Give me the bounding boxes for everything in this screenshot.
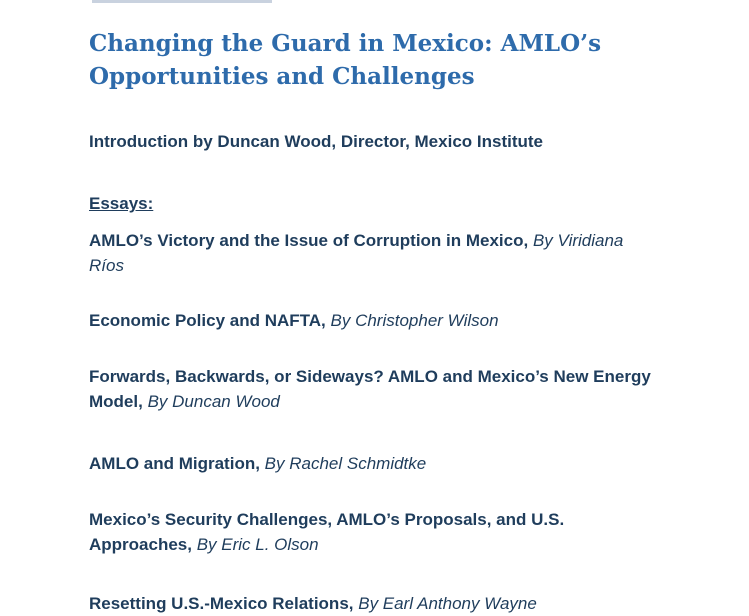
essay-3-title-cont: Model, <box>89 392 143 411</box>
essay-3-line-2 <box>89 389 280 414</box>
essay-6-author: By Earl Anthony Wayne <box>358 594 537 613</box>
essay-5-title: Mexico’s Security Challenges, AMLO’s Proposals, and U.S. <box>89 510 565 529</box>
essay-5-line-1 <box>89 507 564 532</box>
essay-6-line-1 <box>89 591 537 616</box>
essay-3-title: Forwards, Backwards, or Sideways? AMLO and Mexico’s New Energy <box>89 367 651 386</box>
introduction-line: Introduction by Duncan Wood, Director, Mexico Institute <box>89 132 543 151</box>
essay-5-title-cont: Approaches, <box>89 535 192 554</box>
essay-5-author: By Eric L. Olson <box>196 535 319 554</box>
title-line-1: Changing the Guard in Mexico: AMLO’s <box>89 30 602 57</box>
essay-1-author-cont: Ríos <box>89 256 124 275</box>
essay-4-title: AMLO and Migration, <box>89 454 260 473</box>
essay-3-line-1 <box>89 364 651 389</box>
essay-4-author: By Rachel Schmidtke <box>264 454 427 473</box>
top-rule <box>92 0 272 3</box>
essay-2-title: Economic Policy and NAFTA, <box>89 311 326 330</box>
essay-1-author: By Viridiana <box>532 231 624 250</box>
essays-heading: Essays: <box>89 194 154 213</box>
essay-2-line-1 <box>89 308 499 333</box>
title-line-2: Opportunities and Challenges <box>89 63 475 90</box>
essay-1-line-2 <box>89 253 124 278</box>
essay-6-title: Resetting U.S.-Mexico Relations, <box>89 594 354 613</box>
document-title <box>89 27 709 93</box>
essay-2-author: By Christopher Wilson <box>330 311 499 330</box>
essay-4-line-1 <box>89 451 426 476</box>
essay-5-line-2 <box>89 532 319 557</box>
essay-1-line-1 <box>89 228 623 253</box>
essay-1-title: AMLO’s Victory and the Issue of Corruption in Mexico, <box>89 231 529 250</box>
essay-3-author: By Duncan Wood <box>147 392 280 411</box>
